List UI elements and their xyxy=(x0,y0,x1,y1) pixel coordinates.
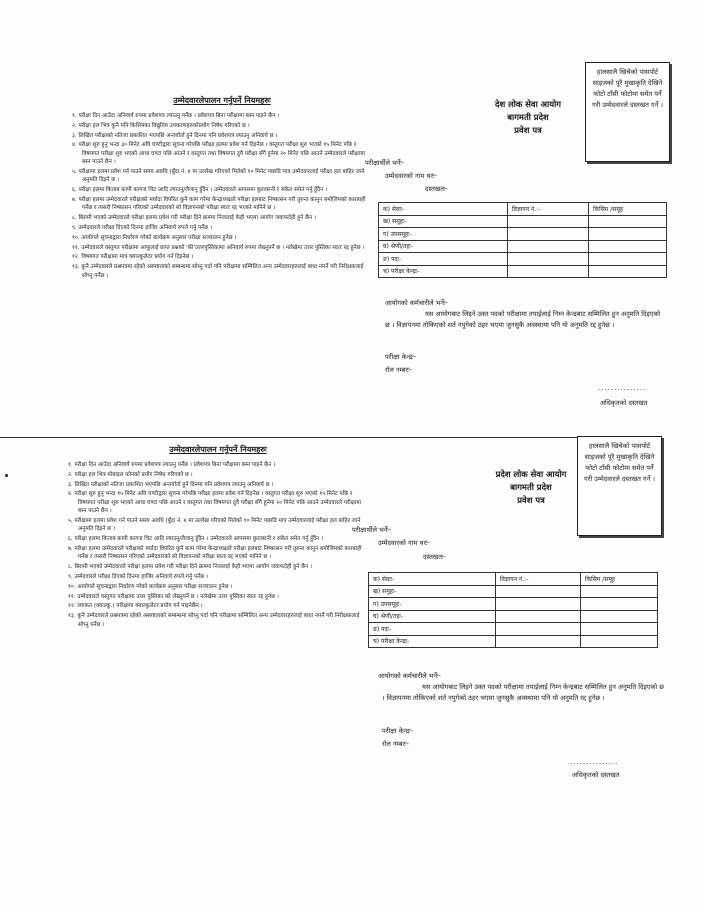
rule-item: ५. परीक्षामा हलमा प्रवेश गर्न पाउने समय अवधि (बुँदा नं. ४ मा उल्लेख गरिएको मितेको १० मिनेट पछाडि मात्र उम्मेदवारलाई परीक्षा हल बाहिर जाने अनुमति दिइने छ । xyxy=(68,518,361,533)
rule-item: १. परीक्षा दिन आउँदा अनिवार्य रुपमा प्रवेशपत्र ल्याउनु पर्नेछ । प्रवेशपत्र बिना परीक्षामा बस्न पाइने छैन । xyxy=(68,462,276,468)
exam-center-label: परीक्षा केन्द्रः- xyxy=(382,727,413,735)
org-province: बागमती प्रदेश xyxy=(510,482,552,492)
center-cell: च) परीक्षा केन्द्रः- xyxy=(369,635,496,648)
roll-no-label: रोल नम्बरः- xyxy=(382,740,409,748)
signature-dots: ............... xyxy=(598,384,647,392)
org-name: प्रदेश लोक सेवा आयोग xyxy=(495,469,567,479)
empty-cell xyxy=(508,215,589,228)
group-cell: ख) समूहः- xyxy=(379,215,508,228)
type-cell: किसिम /समूह xyxy=(589,203,667,216)
rules-title: उम्मेदवारलेपालन गर्नुपर्ने नियमहरुः xyxy=(173,96,271,105)
rules-section xyxy=(68,444,368,630)
rule-item: ९. उम्मेदवारले परीक्षा दिएको दिनमा हाजिर अनिवार्य रुपले गर्नु पर्नेछ । xyxy=(68,574,208,580)
empty-cell xyxy=(496,585,581,598)
rule-item: ९. उम्मेदवारले परीक्षा दिएको दिनमा हाजिर अनिवार्य रुपले गर्नु पर्नेछ । xyxy=(72,225,212,231)
rule-item: ७. परीक्षा हलमा उम्मेदवारले परीक्षाको मर्यादा विपरित कुनै काम गरेमा केन्द्राध्यक्षले परीक्षा हलबाट निष्कासन गरी तुरुन्त कानुन बमोजिमको कारबाही गर्नेछ र त्यसरी निष्कासन गरिएको उम्मेदवारको सो विज्ञापनको परीक्षा स्वतः रद्द भएको मानिने छ । xyxy=(72,197,366,212)
subgroup-cell: ग) उपसमूहः- xyxy=(379,228,508,241)
photo-box: हालसालै खिचेको पासपोर्ट साइजको पूरै मुखाकृति देखिने फोटो टाँसी फोटोमा समेत पर्ने गरी उम्मेदवारले दस्तखत गर्ने । xyxy=(585,62,670,162)
org-name: देश लोक सेवा आयोग xyxy=(495,99,561,109)
center-cell: च) परीक्षा केन्द्रः- xyxy=(379,265,508,278)
rules-title: उम्मेदवारलेपालन गर्नुपर्ने नियमहरुः xyxy=(169,445,267,454)
rule-item: ३. लिखित परीक्षाको नतिजा प्रकाशित भएपछि अन्तर्वार्ता हुने दिनमा पनि प्रवेशपत्र ल्याउनु अनिवार्य छ । xyxy=(72,132,278,139)
empty-cell xyxy=(508,265,589,278)
service-cell: क) सेवाः- xyxy=(379,203,508,216)
advert-no-cell: विज्ञापन नं.:- xyxy=(496,573,581,586)
doc-title: प्रवेश पत्र xyxy=(514,125,542,135)
rule-item: १. परीक्षा दिन आउँदा अनिवार्य रुपमा प्रवेशपत्र ल्याउनु पर्नेछ । प्रवेशपत्र बिना परीक्षामा बस्न पाइने छैन । xyxy=(72,113,280,119)
candidate-name-label: उम्मेदवारको नाम थरः- xyxy=(385,172,437,180)
roll-no-label: रोल नम्बरः- xyxy=(385,366,412,374)
empty-cell xyxy=(496,635,581,648)
rule-item: ८. बिरामी भएको उम्मेदवारले परीक्षा हलमा प्रवेश गरी परीक्षा दिने क्रममा निजलाई केही भएमा आयोग जवाफदेही हुने छैन । xyxy=(68,564,312,571)
post-cell: ङ) पदः- xyxy=(379,253,508,266)
signature-label: दस्तखतः- xyxy=(423,553,446,561)
subgroup-cell: ग) उपसमूहः- xyxy=(369,598,496,611)
group-cell: ख) समूहः- xyxy=(369,585,496,598)
rule-item: ६. परीक्षा हलमा किताब कापी कागज चिट आदि ल्याउनु/लैजानु हुँदैन । उम्मेदवारले आपसमा कुराकानी र संकेत समेत गर्नु हुँदैन । xyxy=(68,536,324,543)
rule-item: ११. उम्मेदवारले वस्तुगत परीक्षामा उत्तर पुस्तिका को लेख्नुपर्ने छ । नलेखेमा उत्तर पुस्तिका स्वतः रद्द हुनेछ । xyxy=(68,593,279,600)
empty-cell xyxy=(508,240,589,253)
staff-fill-label: आयोगको कर्मचारीले भर्नेः- xyxy=(385,299,448,307)
rule-item: ४. परीक्षा शुरु हुनु भन्दा १५ मिनेट अघि घण्टीद्वारा सूचना गरेपछि परीक्षा हलमा प्रवेश गर्न दिइनेछ । वस्तुगत परीक्षा शुरु भएको १५ मिनेट पछि र विषयगत परीक्षा शुरु भएको आधा घण्टा पछि आउने र वस्तुगत तथा विषयगत दुवै परीक्षा सँगै हुनेमा २० मिनेट पछि आउने उम्मेदवारले परीक्षामा बस्न पाउने छैन । xyxy=(68,491,361,515)
applicant-fill-label: परीक्षार्थीले भर्नेः- xyxy=(352,526,392,534)
admit-card-top xyxy=(0,0,703,428)
rule-item: १०. आयोगले सूचनाद्वारा निर्धारण गरेको कार्यक्रम अनुसार परीक्षा सञ्चालन हुनेछ । xyxy=(72,234,237,241)
rule-item: २. परीक्षा हल भित्र कुनै पनि किसिमका विद्युतिय उपकरणहरुकोप्रयोग निषेध गरिएको छ । xyxy=(72,122,250,129)
rule-item: १०. आयोगले सूचनाद्वारा निर्धारण गरेको कार्यक्रम अनुसार परीक्षा सञ्चालन हुनेछ । xyxy=(68,583,233,590)
empty-cell xyxy=(496,598,581,611)
rule-item: ११. उम्मेदवारले वस्तुगत परीक्षामा आफूलाई प्राप्त प्रश्नको 'की'उत्तरपुस्तिकामा अनिवार्य रुपमा लेख्नुपर्ने छ । नलेखेमा उत्तर पुस्तिका स्वतः रद्द हुनेछ । xyxy=(72,244,365,251)
empty-cell xyxy=(496,610,581,623)
rule-item: १२. विषयगत परीक्षामा मात्र क्याल्कुलेटर प्रयोग गर्न दिइनेछ । xyxy=(72,254,194,261)
empty-cell xyxy=(589,228,667,241)
info-table xyxy=(368,572,658,648)
type-cell: किसिम /समूह xyxy=(581,573,658,586)
service-cell: क) सेवाः- xyxy=(369,573,496,586)
signature-label: दस्तखतः- xyxy=(425,185,448,193)
rule-item: १३. कुनै उम्मेदवारले प्रश्नपत्रमा रहेको अस्पष्टताको सम्बन्धमा सोध्नु पर्दा पनि परीक्षामा सम्मिलित अन्य उम्मेदवारहरुलाई बाधा नपर्ने गरी निरीक्षकलाई सोध्नु पर्नेछ । xyxy=(72,264,364,279)
admit-card-bottom xyxy=(0,428,703,910)
empty-cell xyxy=(581,598,658,611)
staff-fill-label: आयोगको कर्मचारीले भर्नेः- xyxy=(378,672,441,680)
post-cell: ङ) पदः- xyxy=(369,623,496,636)
applicant-fill-label: परीक्षार्थीले भर्नेः- xyxy=(365,159,405,167)
rule-item: ४. परीक्षा शुरु हुनु भन्दा ३० मिनेट अघि घण्टीद्वारा सूचना गरेपछि परीक्षा हलमा प्रवेश गर्न दिइनेछ । वस्तुगत परीक्षा शुरु भएको १५ मिनेट पछि र विषयगत परीक्षा शुरु भएको आधा घण्टा पछि आउने र वस्तुगत तथा विषयगत दुवै परीक्षा सँगै हुनेमा २० मिनेट पछि आउने उम्मेदवारले परीक्षामा बस्न पाउने छैन । xyxy=(72,142,365,166)
rule-item: १२. ल्याकत (क्याल्कु.) परीक्षामा क्याल्कुलेटर प्रयोग गर्न पाइनेछैन । xyxy=(68,603,203,610)
empty-cell xyxy=(581,623,658,636)
permission-paragraph: यस आयोगबाट लिइने उक्त पदको परीक्षामा तपाईलाई निम्न केन्द्रबाट सम्मिलित हुन अनुमति दिइएको छ । विज्ञापनमा तोकिएको शर्त नपुगेको ठहर भएमा जुनसुकै अवस्थामा पनि यो अनुमति रद्द हुनेछ । xyxy=(382,683,664,702)
rule-item: ६. परीक्षा हलमा किताब कापी कागज चिट आदि ल्याउनु/लैजानु हुँदैन । उम्मेदवारले आपसमा कुराकानी र संकेत समेत गर्नु हुँदैन । xyxy=(72,187,328,194)
rule-item: ३. लिखित परीक्षाको नतिजा प्रकाशित भएपछि अन्तर्वार्ता हुने दिनमा पनि प्रवेशपत्र ल्याउनु अनिवार्य छ । xyxy=(68,481,274,488)
candidate-name-label: उम्मेदवारको नाम थरः- xyxy=(378,539,430,547)
empty-cell xyxy=(508,253,589,266)
signature-dots: ............... xyxy=(570,758,619,766)
doc-title: प्रवेश पत्र xyxy=(517,495,545,505)
authorized-signature-label: अधिकृतको दस्तखत xyxy=(600,399,648,407)
empty-cell xyxy=(589,265,667,278)
empty-cell xyxy=(496,623,581,636)
empty-cell xyxy=(581,635,658,648)
rules-list xyxy=(72,112,372,280)
exam-center-label: परीक्षा केन्द्रः- xyxy=(385,353,416,361)
rule-item: ८. बिरामी भएको उम्मेदवारले परीक्षा हलमा प्रवेश गरी परीक्षा दिने क्रममा निजलाई केही भएमा आयोग जवाफदेही हुने छैन । xyxy=(72,215,316,222)
empty-cell xyxy=(589,253,667,266)
rule-item: २. परीक्षा हल भित्र मोबाइल फोनको प्रयोग निषेध गरिएको छ । xyxy=(68,471,193,478)
empty-cell xyxy=(581,585,658,598)
permission-paragraph: यस आयोगबाट लिइने उक्त पदको परीक्षामा तपाईलाई निम्न केन्द्रबाट सम्मिलित हुन अनुमति दिइएको छ । विज्ञापनमा तोकिएको शर्त नपुगेको ठहर भएमा जुनसुकै अवस्थामा पनि यो अनुमति रद्द हुनेछ । xyxy=(385,310,661,329)
org-province: बागमती प्रदेश xyxy=(507,112,549,122)
rule-item: ५. परीक्षामा हलमा प्रवेश गर्न पाउने समय अवधि (बुँदा नं. ४ मा उल्लेख गरिएको मितेको १० मिनेट पछाडि मात्र उम्मेदवारलाई परीक्षा हल बाहिर जाने अनुमति दिइने छ । xyxy=(72,169,365,184)
authorized-signature-label: अधिकृतको दस्तखत xyxy=(572,771,620,779)
rules-list xyxy=(68,461,368,629)
rules-section xyxy=(72,95,372,281)
advert-no-cell: विज्ञापन नं.:- xyxy=(508,203,589,216)
class-cell: घ) श्रेणी/तहः- xyxy=(379,240,508,253)
empty-cell xyxy=(581,610,658,623)
class-cell: घ) श्रेणी/तहः- xyxy=(369,610,496,623)
info-table xyxy=(378,202,667,278)
rule-item: १३. कुनै उम्मेदवारले प्रश्नपत्रमा रहेको अस्पष्टताको सम्बन्धमा सोध्नु पर्दा पनि परीक्षामा सम्मिलित अन्य उम्मेदवारहरुलाई बाधा नपर्ने गरी निरीक्षकलाई सोध्नु पर्नेछ । xyxy=(68,613,360,628)
empty-cell xyxy=(589,240,667,253)
empty-cell xyxy=(508,228,589,241)
photo-box: हालसालै खिचेको पासपोर्ट साइजको पूरै मुखाकृति देखिने फोटो टाँसी फोटोमा समेत पर्ने गरी उम्मेदवारले दस्तखत गर्ने । xyxy=(577,436,662,536)
org-header xyxy=(468,98,588,137)
rule-item: ७. परीक्षा हलमा उम्मेदवारले परीक्षाको मर्यादा विपरित कुनै काम गरेमा केन्द्राध्यक्षले परीक्षा हलबाट निष्कासन गरी तुरुन्त कानुन बमोजिमको कारबाही गर्नेछ र त्यसरी निष्कासन गरिएको उम्मेदवारको सो विज्ञापनको परीक्षा स्वतः रद्द भएको मानिने छ । xyxy=(68,546,362,561)
empty-cell xyxy=(589,215,667,228)
